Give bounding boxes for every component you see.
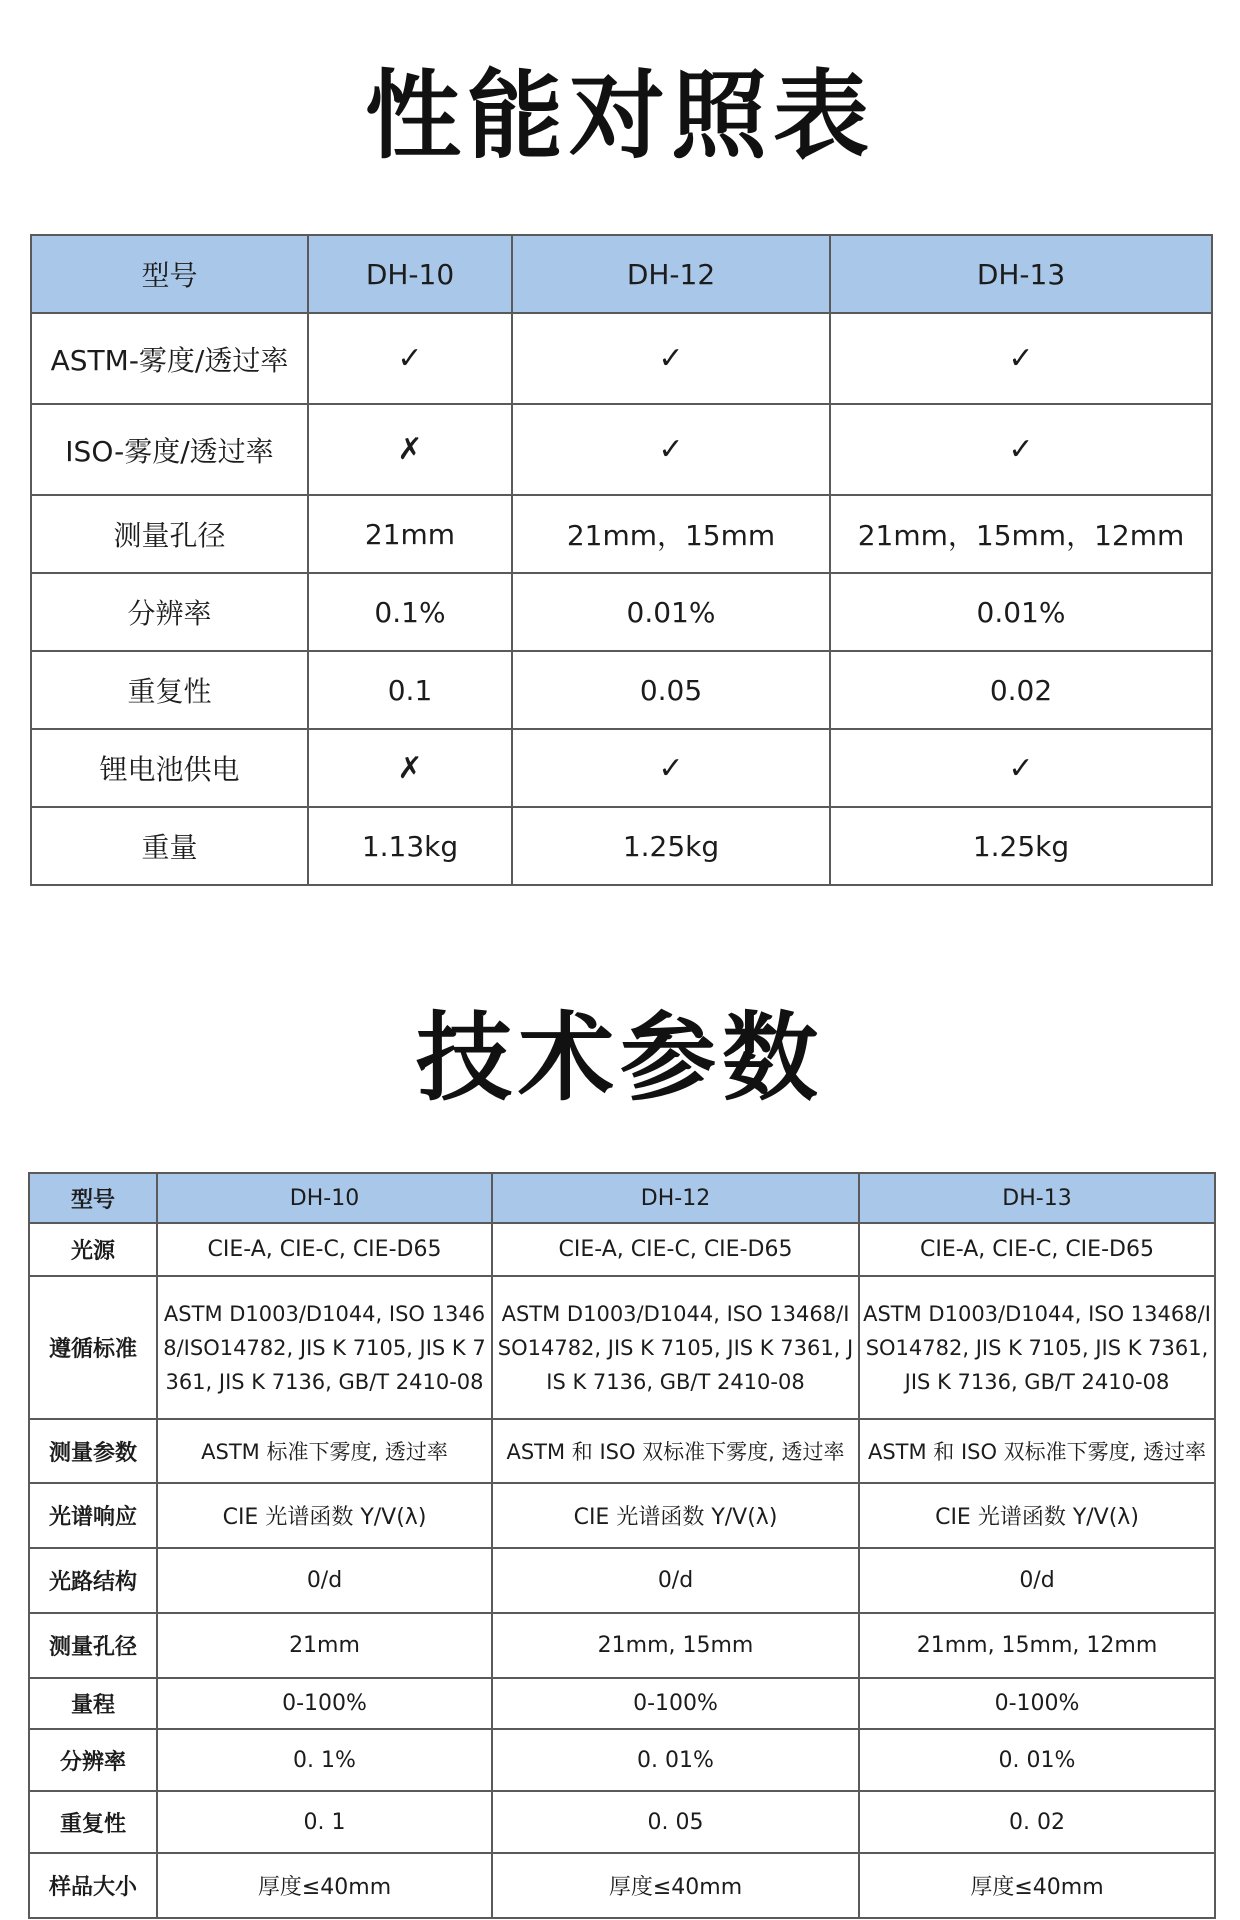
table-row [29, 1223, 1215, 1276]
table-cell: 1.13kg [308, 807, 512, 885]
row-label: 重复性 [29, 1791, 157, 1853]
table-row [29, 1729, 1215, 1791]
column-header-dh12: DH-12 [492, 1173, 859, 1223]
column-header-dh13: DH-13 [830, 235, 1212, 313]
row-label: 测量孔径 [29, 1613, 157, 1678]
table-cell: ✗ [308, 729, 512, 807]
table-cell: 21mm, 15mm, 12mm [859, 1613, 1215, 1678]
table-cell: ✗ [308, 404, 512, 495]
table-cell: 21mm [308, 495, 512, 573]
table-cell: ✓ [512, 404, 830, 495]
table-cell: 21mm [157, 1613, 492, 1678]
table-row [31, 495, 1212, 573]
table-cell: ✓ [512, 313, 830, 404]
table-cell: CIE-A, CIE-C, CIE-D65 [157, 1223, 492, 1276]
performance-table [30, 234, 1213, 886]
table-cell: 0/d [157, 1548, 492, 1613]
table-row [29, 1853, 1215, 1918]
table-row [31, 651, 1212, 729]
table-cell: ASTM D1003/D1044, ISO 13468/ISO14782, JIS K 7105, JIS K 7361, JIS K 7136, GB/T 2410-08 [492, 1276, 859, 1419]
table-row [29, 1791, 1215, 1853]
table-cell: 厚度≤40mm [859, 1853, 1215, 1918]
table-cell: 0. 02 [859, 1791, 1215, 1853]
column-header-model: 型号 [31, 235, 308, 313]
column-header-model: 型号 [29, 1173, 157, 1223]
column-header-dh13: DH-13 [859, 1173, 1215, 1223]
table-row [31, 807, 1212, 885]
table-cell: 0.1% [308, 573, 512, 651]
table-row [31, 573, 1212, 651]
performance-title: 性能对照表 [365, 60, 875, 172]
table-cell: 1.25kg [512, 807, 830, 885]
table-cell: 0.01% [512, 573, 830, 651]
table-cell: 0.05 [512, 651, 830, 729]
table-cell: 0-100% [859, 1678, 1215, 1729]
row-label: 量程 [29, 1678, 157, 1729]
table-cell: 0. 1% [157, 1729, 492, 1791]
table-cell: 0.1 [308, 651, 512, 729]
table-cell: 1.25kg [830, 807, 1212, 885]
table-cell: CIE 光谱函数 Y/V(λ) [859, 1483, 1215, 1548]
table-cell: 0.02 [830, 651, 1212, 729]
table-cell: CIE 光谱函数 Y/V(λ) [492, 1483, 859, 1548]
row-label: 光源 [29, 1223, 157, 1276]
table-cell: 0. 05 [492, 1791, 859, 1853]
specs-title: 技术参数 [416, 1002, 824, 1114]
table-cell: ✓ [512, 729, 830, 807]
table-cell: 0. 01% [492, 1729, 859, 1791]
row-label: 样品大小 [29, 1853, 157, 1918]
table-cell: 0-100% [492, 1678, 859, 1729]
table-cell: 21mm，15mm，12mm [830, 495, 1212, 573]
row-label: ASTM-雾度/透过率 [31, 313, 308, 404]
row-label: 遵循标准 [29, 1276, 157, 1419]
row-label: 测量孔径 [31, 495, 308, 573]
table-cell: ✓ [830, 729, 1212, 807]
table-cell: 0. 1 [157, 1791, 492, 1853]
row-label: 光谱响应 [29, 1483, 157, 1548]
table-row [29, 1419, 1215, 1483]
table-row [29, 1678, 1215, 1729]
row-label: 重量 [31, 807, 308, 885]
column-header-dh12: DH-12 [512, 235, 830, 313]
table-cell: ASTM D1003/D1044, ISO 13468/ISO14782, JIS K 7105, JIS K 7361, JIS K 7136, GB/T 2410-08 [157, 1276, 492, 1419]
table-header-row [31, 235, 1212, 313]
table-cell: ✓ [830, 404, 1212, 495]
row-label: ISO-雾度/透过率 [31, 404, 308, 495]
table-cell: CIE-A, CIE-C, CIE-D65 [859, 1223, 1215, 1276]
table-cell: ASTM 标准下雾度, 透过率 [157, 1419, 492, 1483]
table-cell: ASTM 和 ISO 双标准下雾度, 透过率 [492, 1419, 859, 1483]
table-row [29, 1548, 1215, 1613]
table-row [29, 1613, 1215, 1678]
table-row [29, 1483, 1215, 1548]
table-cell: ASTM 和 ISO 双标准下雾度, 透过率 [859, 1419, 1215, 1483]
table-cell: 厚度≤40mm [492, 1853, 859, 1918]
column-header-dh10: DH-10 [157, 1173, 492, 1223]
table-cell: ✓ [308, 313, 512, 404]
table-cell: 厚度≤40mm [157, 1853, 492, 1918]
row-label: 分辨率 [29, 1729, 157, 1791]
table-header-row [29, 1173, 1215, 1223]
table-cell: ASTM D1003/D1044, ISO 13468/ISO14782, JIS K 7105, JIS K 7361, JIS K 7136, GB/T 2410-08 [859, 1276, 1215, 1419]
table-cell: 0/d [859, 1548, 1215, 1613]
row-label: 测量参数 [29, 1419, 157, 1483]
table-row [31, 729, 1212, 807]
row-label: 光路结构 [29, 1548, 157, 1613]
table-cell: CIE 光谱函数 Y/V(λ) [157, 1483, 492, 1548]
row-label: 锂电池供电 [31, 729, 308, 807]
specs-table [28, 1172, 1216, 1919]
table-cell: 0.01% [830, 573, 1212, 651]
table-cell: ✓ [830, 313, 1212, 404]
column-header-dh10: DH-10 [308, 235, 512, 313]
table-cell: 0-100% [157, 1678, 492, 1729]
row-label: 分辨率 [31, 573, 308, 651]
table-cell: 0/d [492, 1548, 859, 1613]
table-cell: CIE-A, CIE-C, CIE-D65 [492, 1223, 859, 1276]
table-cell: 21mm，15mm [512, 495, 830, 573]
row-label: 重复性 [31, 651, 308, 729]
table-cell: 0. 01% [859, 1729, 1215, 1791]
table-row [31, 313, 1212, 404]
table-row [29, 1276, 1215, 1419]
table-row [31, 404, 1212, 495]
table-cell: 21mm, 15mm [492, 1613, 859, 1678]
